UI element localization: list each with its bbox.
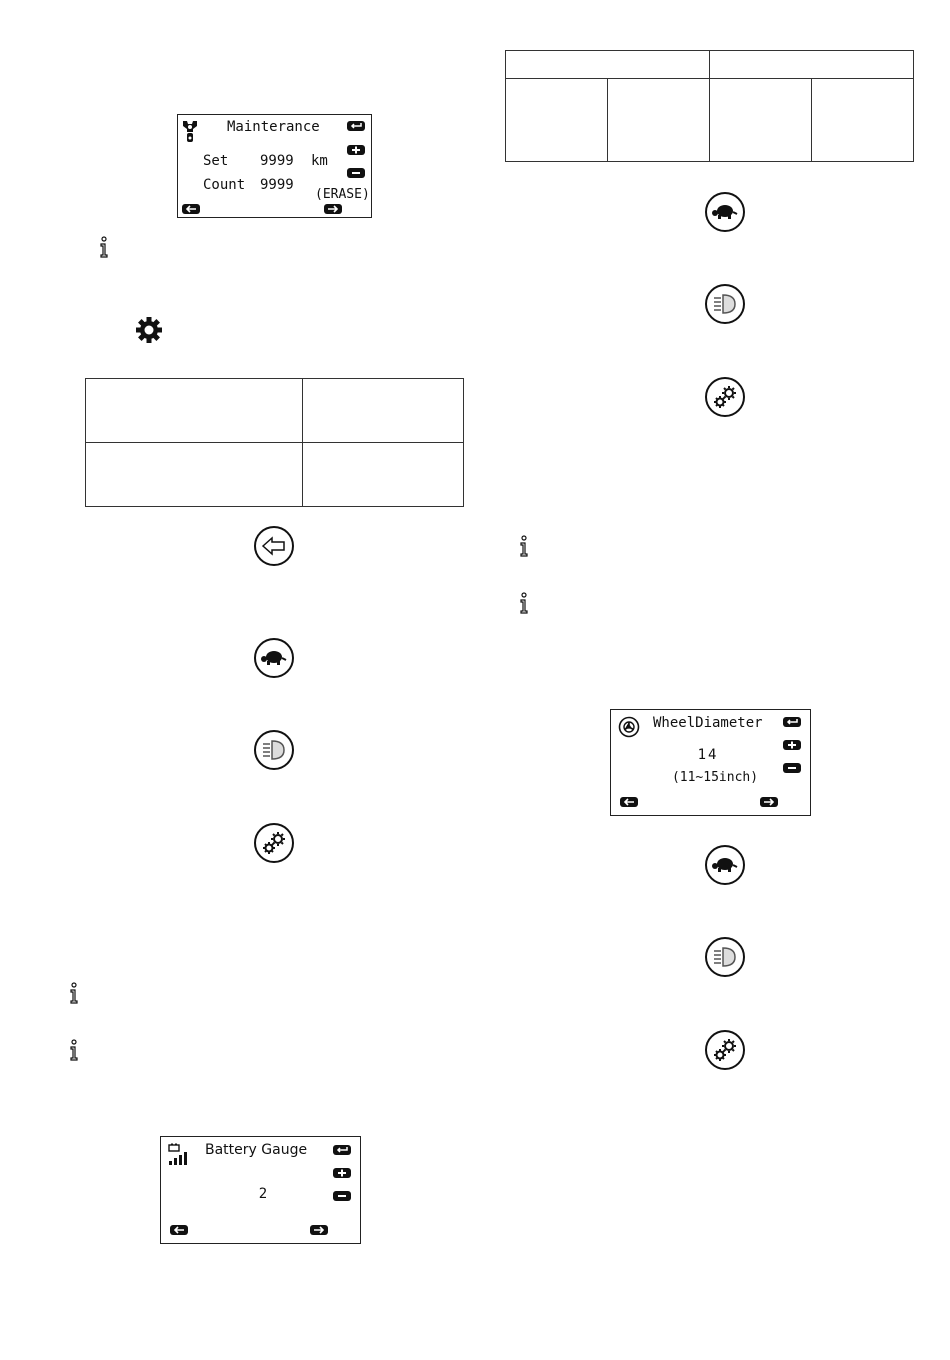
maintenance-title: Mainterance: [227, 119, 320, 135]
left-arrow-icon[interactable]: [620, 797, 638, 807]
left-arrow-icon[interactable]: [182, 204, 200, 214]
minus-icon[interactable]: [333, 1191, 351, 1201]
enter-icon[interactable]: [333, 1145, 351, 1155]
table-divider: [709, 51, 710, 161]
battery-value: 2: [258, 1186, 268, 1202]
wheel-title: WheelDiameter: [653, 715, 763, 731]
gears-button[interactable]: [254, 823, 294, 863]
parameters-table: [505, 50, 914, 162]
plus-icon[interactable]: [347, 145, 365, 155]
minus-icon[interactable]: [783, 763, 801, 773]
right-arrow-icon[interactable]: [310, 1225, 328, 1235]
info-icon: [518, 535, 530, 557]
headlight-button[interactable]: [254, 730, 294, 770]
info-icon: [68, 1039, 80, 1061]
gears-icon: [711, 1036, 739, 1064]
table-divider: [607, 78, 608, 161]
wheel-value: 14: [697, 747, 719, 763]
gears-button[interactable]: [705, 1030, 745, 1070]
gears-button[interactable]: [705, 377, 745, 417]
battery-signal-icon: [168, 1143, 192, 1167]
set-label: Set: [203, 153, 229, 169]
back-arrow-icon: [261, 536, 287, 556]
headlight-icon: [260, 738, 288, 762]
count-value: 9999: [260, 177, 294, 193]
headlight-button[interactable]: [705, 937, 745, 977]
minus-icon[interactable]: [347, 168, 365, 178]
right-arrow-icon[interactable]: [760, 797, 778, 807]
turtle-icon: [710, 203, 740, 221]
gears-icon: [260, 829, 288, 857]
turtle-button[interactable]: [254, 638, 294, 678]
settings-table: [85, 378, 464, 507]
wrench-icon: [181, 119, 199, 143]
turtle-button[interactable]: [705, 192, 745, 232]
gears-icon: [711, 383, 739, 411]
wheel-icon: [618, 716, 640, 738]
right-arrow-icon[interactable]: [324, 204, 342, 214]
set-value: 9999: [260, 153, 294, 169]
headlight-button[interactable]: [705, 284, 745, 324]
info-icon: [518, 592, 530, 614]
count-label: Count: [203, 177, 246, 193]
headlight-icon: [711, 945, 739, 969]
enter-icon[interactable]: [347, 121, 365, 131]
turtle-icon: [710, 856, 740, 874]
info-icon: [98, 236, 110, 258]
turtle-icon: [259, 649, 289, 667]
battery-title: Battery Gauge: [205, 1142, 308, 1158]
table-divider: [86, 442, 463, 443]
info-icon: [68, 982, 80, 1004]
plus-icon[interactable]: [333, 1168, 351, 1178]
left-arrow-icon[interactable]: [170, 1225, 188, 1235]
enter-icon[interactable]: [783, 717, 801, 727]
back-button[interactable]: [254, 526, 294, 566]
turtle-button[interactable]: [705, 845, 745, 885]
gear-icon: [134, 315, 164, 345]
headlight-icon: [711, 292, 739, 316]
set-unit: km: [311, 153, 328, 169]
battery-gauge-screen: [160, 1136, 361, 1244]
table-divider: [811, 78, 812, 161]
erase-label[interactable]: (ERASE): [315, 187, 370, 202]
plus-icon[interactable]: [783, 740, 801, 750]
maintenance-screen: [177, 114, 372, 218]
wheel-range: (11~15inch): [671, 770, 759, 785]
wheel-diameter-screen: [610, 709, 811, 816]
